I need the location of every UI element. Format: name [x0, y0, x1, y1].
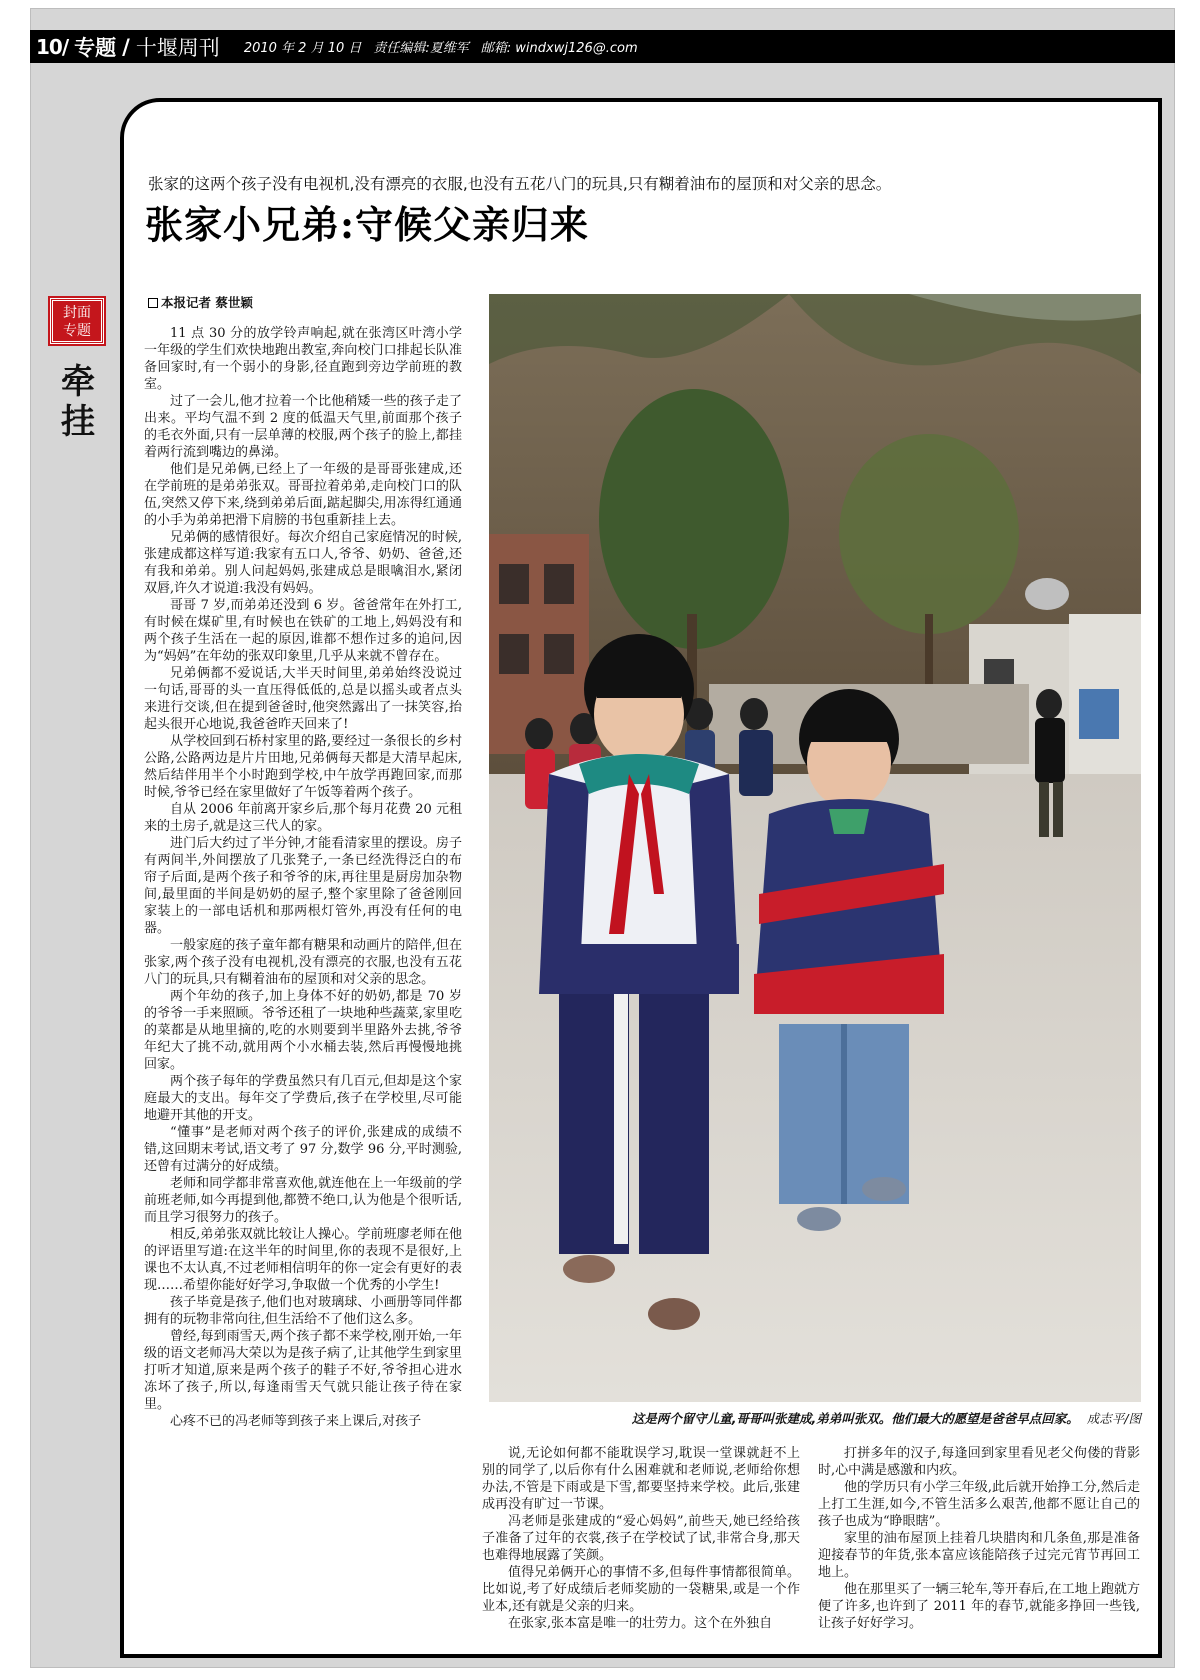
- page-header: [30, 30, 1175, 63]
- article-paragraph: “懂事”是老师对两个孩子的评价,张建成的成绩不错,这回期末考试,语文考了 97 分,数学 96 分,平时测验,还曾有过满分的好成绩。: [144, 1125, 462, 1174]
- article-paragraph: 自从 2006 年前离开家乡后,那个每月花费 20 元租来的土房子,就是这三代人的家。: [144, 802, 462, 834]
- byline: [148, 293, 253, 311]
- editor-credit: 责任编辑:夏维军: [373, 41, 469, 56]
- article-paragraph: 曾经,每到雨雪天,两个孩子都不来学校,刚开始,一年级的语文老师冯大荣以为是孩子病了,让其他学生到家里打听才知道,原来是两个孩子的鞋子不好,爷爷担心进水冻坏了孩子,所以,每逢雨雪天气就只能让孩子待在家里。: [144, 1329, 462, 1412]
- photo-credit: 成志平/图: [1086, 1411, 1141, 1426]
- article-paragraph: 相反,弟弟张双就比较让人操心。学前班廖老师在他的评语里写道:在这半年的时间里,你的表现不是很好,上课也不太认真,不过老师相信明年的你一定会有更好的表现……希望你能好好学习,争取做一个优秀的小学生!: [144, 1227, 462, 1293]
- article-paragraph: 过了一会儿,他才拉着一个比他稍矮一些的孩子走了出来。平均气温不到 2 度的低温天气里,前面那个孩子的毛衣外面,只有一层单薄的校服,两个孩子的脸上,都挂着两行流到嘴边的鼻涕。: [144, 394, 462, 460]
- caption-text: 这是两个留守儿童,哥哥叫张建成,弟弟叫张双。他们最大的愿望是爸爸早点回家。: [631, 1411, 1079, 1426]
- article-paragraph: 哥哥 7 岁,而弟弟还没到 6 岁。爸爸常年在外打工,有时候在煤矿里,有时候也在铁矿的工地上,妈妈没有和两个孩子生活在一起的原因,谁都不想作过多的追问,因为“妈妈”在年幼的张双印象里,几乎从来就不曾存在。: [144, 598, 462, 664]
- issue-date: 2010 年 2 月 10 日: [243, 41, 362, 56]
- article-paragraph: 两个孩子每年的学费虽然只有几百元,但却是这个家庭最大的支出。每年交了学费后,孩子在学校里,尽可能地避开其他的开支。: [144, 1074, 462, 1123]
- section-label-vertical: 牵挂: [61, 362, 95, 442]
- article-headline: 张家小兄弟:守候父亲归来: [145, 202, 590, 247]
- article-paragraph: 老师和同学都非常喜欢他,就连他在上一年级前的学前班老师,如今再提到他,都赞不绝口,认为他是个很听话,而且学习很努力的孩子。: [144, 1176, 462, 1225]
- article-paragraph: 11 点 30 分的放学铃声响起,就在张湾区叶湾小学一年级的学生们欢快地跑出教室,奔向校门口排起长队准备回家时,有一个弱小的身影,径直跑到旁边学前班的教室。: [144, 326, 462, 392]
- article-paragraph: 他们是兄弟俩,已经上了一年级的是哥哥张建成,还在学前班的是弟弟张双。哥哥拉着弟弟,走向校门口的队伍,突然又停下来,绕到弟弟后面,踮起脚尖,用冻得红通通的小手为弟弟把滑下肩膀的书包重新挂上去。: [144, 462, 462, 528]
- byline-box-icon: [148, 298, 158, 308]
- article-paragraph: 在张家,张本富是唯一的壮劳力。这个在外独自: [508, 1616, 773, 1631]
- article-column-2: [482, 1445, 800, 1645]
- article-paragraph: 他的学历只有小学三年级,此后就开始挣工分,然后走上打工生涯,如今,不管生活多么艰苦,他都不愿让自己的孩子也成为“睁眼瞎”。: [818, 1480, 1140, 1529]
- header-separator: /: [122, 34, 130, 59]
- article-paragraph: 家里的油布屋顶上挂着几块腊肉和几条鱼,那是准备迎接春节的年货,张本富应该能陪孩子过完元宵节再回工地上。: [818, 1531, 1140, 1580]
- article-deck: 张家的这两个孩子没有电视机,没有漂亮的衣服,也没有五花八门的玩具,只有糊着油布的屋顶和对父亲的思念。: [148, 175, 892, 193]
- article-photo: [489, 294, 1141, 1402]
- article-paragraph: 兄弟俩都不爱说话,大半天时间里,弟弟始终没说过一句话,哥哥的头一直压得低低的,总是以摇头或者点头来进行交谈,但在提到爸爸时,他突然露出了一抹笑容,抬起头很开心地说,我爸爸昨天回来了!: [144, 666, 462, 732]
- article-paragraph: 一般家庭的孩子童年都有糖果和动画片的陪伴,但在张家,两个孩子没有电视机,没有漂亮的衣服,也没有五花八门的玩具,只有糊着油布的屋顶和对父亲的思念。: [144, 938, 462, 987]
- article-paragraph: 打拼多年的汉子,每逢回到家里看见老父佝偻的背影时,心中满是感激和内疚。: [818, 1446, 1140, 1478]
- article-column-3: [818, 1445, 1140, 1645]
- cover-topic-stamp: [50, 298, 104, 344]
- page-number: 10/: [36, 34, 69, 59]
- stamp-line-2: 专题: [63, 323, 91, 339]
- paper-name: 十堰周刊: [135, 35, 220, 60]
- article-paragraph: 兄弟俩的感情很好。每次介绍自己家庭情况的时候,张建成都这样写道:我家有五口人,爷爷、奶奶、爸爸,还有我和弟弟。别人问起妈妈,张建成总是眼噙泪水,紧闭双唇,许久才说道:我没有妈妈。: [144, 530, 462, 596]
- article-paragraph: 他在那里买了一辆三轮车,等开春后,在工地上跑就方便了许多,也许到了 2011 年的春节,就能多挣回一些钱,让孩子好好学习。: [818, 1582, 1140, 1631]
- byline-text: 本报记者 蔡世颖: [161, 295, 253, 310]
- photo-illustration: [489, 294, 1141, 1402]
- stamp-line-1: 封面: [63, 305, 91, 321]
- article-paragraph: 值得兄弟俩开心的事情不多,但每件事情都很简单。比如说,考了好成绩后老师奖励的一袋糖果,或是一个作业本,还有就是父亲的归来。: [482, 1565, 800, 1614]
- article-paragraph: 冯老师是张建成的“爱心妈妈”,前些天,她已经给孩子准备了过年的衣裳,孩子在学校试了试,非常合身,那天也难得地展露了笑颜。: [482, 1514, 800, 1563]
- editor-email: 邮箱: windxwj126@.com: [480, 41, 638, 56]
- article-paragraph: 从学校回到石桥村家里的路,要经过一条很长的乡村公路,公路两边是片片田地,兄弟俩每天都是大清早起床,然后结伴用半个小时跑到学校,中午放学再跑回家,而那时候,爷爷已经在家里做好了午饭等着两个孩子。: [144, 734, 462, 800]
- article-paragraph: 说,无论如何都不能耽误学习,耽误一堂课就赶不上别的同学了,以后你有什么困难就和老师说,老师给你想办法,不管是下雨或是下雪,都要坚持来学校。此后,张建成再没有旷过一节课。: [482, 1446, 800, 1512]
- article-paragraph: 进门后大约过了半分钟,才能看清家里的摆设。房子有两间半,外间摆放了几张凳子,一条已经洗得泛白的布帘子后面,是两个孩子和爷爷的床,再往里是厨房加杂物间,最里面的半间是奶奶的屋子,整个家里除了爸爸刚回家装上的一部电话机和那两根灯管外,再没有任何的电器。: [144, 836, 462, 936]
- article-paragraph: 孩子毕竟是孩子,他们也对玻璃球、小画册等同伴都拥有的玩物非常向往,但生活给不了他们这么多。: [144, 1295, 462, 1327]
- article-paragraph: 两个年幼的孩子,加上身体不好的奶奶,都是 70 岁的爷爷一手来照顾。爷爷还租了一块地种些蔬菜,家里吃的菜都是从地里摘的,吃的水则要到半里路外去挑,爷爷年纪大了挑不动,就用两个小水桶去装,然后再慢慢地挑回家。: [144, 989, 462, 1072]
- article-paragraph: 心疼不已的冯老师等到孩子来上课后,对孩子: [170, 1414, 422, 1429]
- article-column-1: [144, 325, 462, 1645]
- photo-caption: [489, 1409, 1141, 1427]
- section-topic: 专题: [74, 35, 117, 60]
